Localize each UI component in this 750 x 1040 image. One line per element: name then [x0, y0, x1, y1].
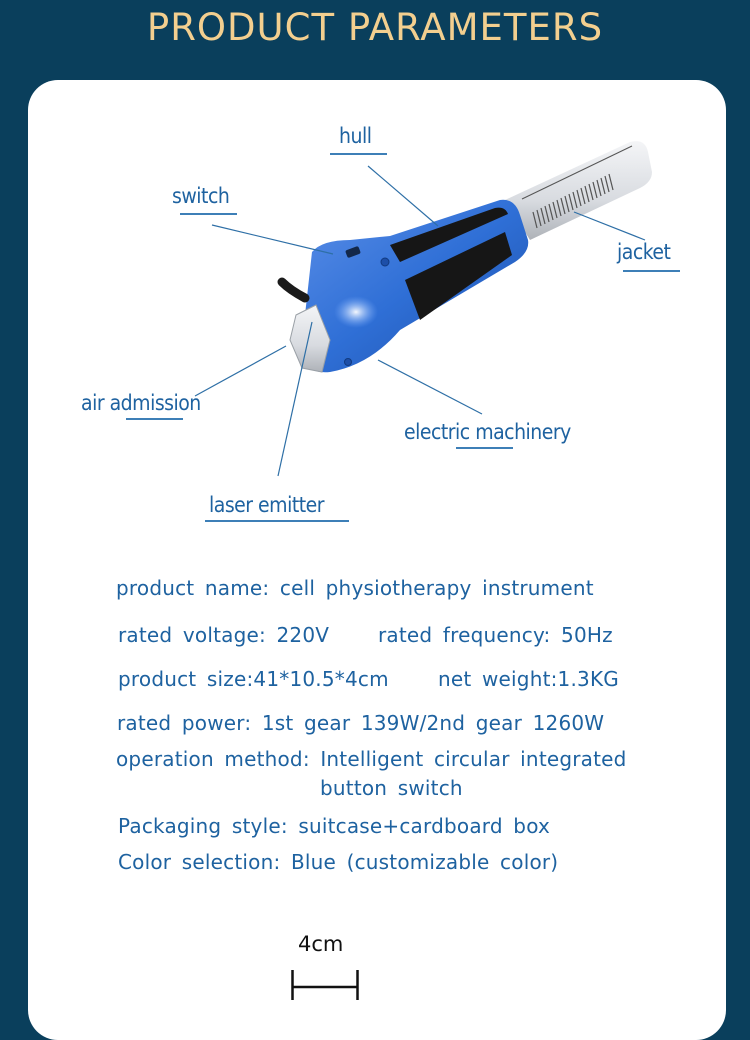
label-jacket: jacket	[617, 240, 671, 264]
spec-operation-method-cont: button switch	[320, 776, 463, 800]
scale-label: 4cm	[298, 932, 344, 956]
label-switch: switch	[172, 184, 230, 208]
jacket-part	[505, 141, 652, 240]
underline-switch	[180, 213, 237, 215]
label-laser-emitter: laser emitter	[209, 493, 325, 517]
scale-bar-icon	[291, 968, 359, 1000]
spec-packaging-style: Packaging style: suitcase+cardboard box	[118, 814, 551, 838]
label-air-admission: air admission	[81, 391, 201, 415]
underline-electric-machinery	[456, 447, 513, 449]
underline-jacket	[623, 270, 680, 272]
spec-product-size: product size:41*10.5*4cm	[118, 667, 389, 691]
spec-operation-method: operation method: Intelligent circular integrated	[116, 747, 627, 771]
spec-product-name: product name: cell physiotherapy instrument	[116, 576, 594, 600]
spec-rated-voltage: rated voltage: 220V	[118, 623, 330, 647]
spec-rated-power: rated power: 1st gear 139W/2nd gear 1260W	[117, 711, 605, 735]
underline-laser-emitter	[205, 520, 349, 522]
underline-hull	[330, 153, 387, 155]
spec-net-weight: net weight:1.3KG	[438, 667, 619, 691]
label-hull: hull	[339, 124, 372, 148]
spec-rated-frequency: rated frequency: 50Hz	[378, 623, 613, 647]
label-electric-machinery: electric machinery	[404, 420, 571, 444]
page-title: PRODUCT PARAMETERS	[146, 6, 604, 49]
spec-color-selection: Color selection: Blue (customizable color)	[118, 850, 559, 874]
underline-air-admission	[126, 418, 183, 420]
